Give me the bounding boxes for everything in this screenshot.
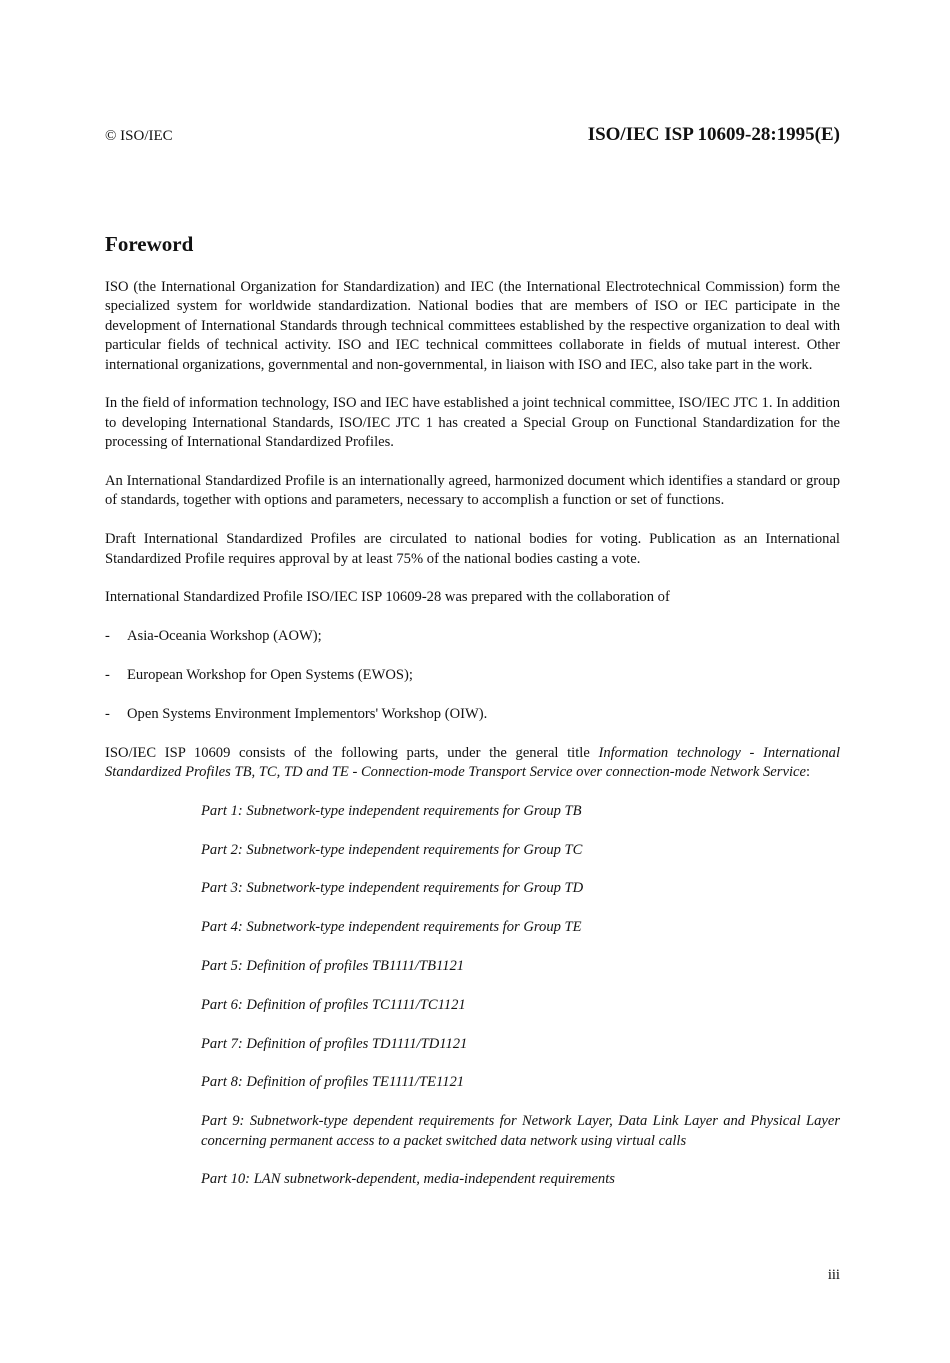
copyright-header: © ISO/IEC bbox=[105, 128, 173, 144]
parts-intro bbox=[105, 744, 840, 783]
part-item: Part 8: Definition of profiles TE1111/TE1121 bbox=[201, 1074, 465, 1091]
part-item: Part 7: Definition of profiles TD1111/TD1121 bbox=[201, 1035, 468, 1052]
list-item bbox=[105, 705, 840, 724]
part-item: Part 9: Subnetwork-type dependent requirements for Network Layer, Data Link Layer and Physical Layer concerning permanent access to a packet switched data network using virtual calls bbox=[201, 1113, 840, 1149]
part-item: Part 4: Subnetwork-type independent requirements for Group TE bbox=[201, 919, 582, 936]
part-item: Part 5: Definition of profiles TB1111/TB1121 bbox=[201, 958, 465, 975]
paragraph-voting: Draft International Standardized Profiles are circulated to national bodies for voting. Publication as an International Standardized Profile requires approval by at least 75% of the national bodies casting a vote. bbox=[105, 531, 840, 567]
part-item: Part 3: Subnetwork-type independent requirements for Group TD bbox=[201, 880, 584, 897]
section-title: Foreword bbox=[105, 232, 194, 256]
parts-intro-prefix: ISO/IEC ISP 10609 consists of the following parts, under the general title bbox=[105, 744, 599, 761]
list-item-text: Open Systems Environment Implementors' Workshop (OIW). bbox=[127, 705, 488, 722]
bullet-dash: - bbox=[105, 705, 110, 722]
paragraph-collaboration: International Standardized Profile ISO/IEC ISP 10609-28 was prepared with the collaboration of bbox=[105, 589, 670, 606]
paragraph-isp-definition: An International Standardized Profile is an internationally agreed, harmonized document which identifies a standard or group of standards, together with options and parameters, necessary to accomplish a function or set of functions. bbox=[105, 473, 840, 509]
general-title: Information technology - International Standardized Profiles TB, TC, TD and TE - Connection-mode Transport Service over connection-mode Network Service bbox=[105, 744, 840, 781]
list-item bbox=[105, 666, 840, 685]
list-item bbox=[105, 627, 840, 646]
part-item: Part 2: Subnetwork-type independent requirements for Group TC bbox=[201, 841, 583, 858]
part-item: Part 10: LAN subnetwork-dependent, media-independent requirements bbox=[201, 1171, 615, 1188]
workshop-list bbox=[105, 627, 840, 724]
list-item-text: Asia-Oceania Workshop (AOW); bbox=[127, 628, 322, 645]
document-id-header: ISO/IEC ISP 10609-28:1995(E) bbox=[587, 124, 840, 145]
bullet-dash: - bbox=[105, 667, 110, 684]
parts-intro-suffix: : bbox=[805, 764, 811, 781]
bullet-dash: - bbox=[105, 628, 110, 645]
part-item: Part 1: Subnetwork-type independent requirements for Group TB bbox=[201, 802, 582, 819]
paragraph-organizations: ISO (the International Organization for Standardization) and IEC (the International Electrotechnical Commission) form the specialized system for worldwide standardization. National bodies that are members of ISO or IEC participate in the development of International Standards through technical committees established by the respective organization to deal with particular fields of technical activity. ISO and IEC technical committees collaborate in fields of mutual interest. Other international organizations, governmental and non-governmental, in liaison with ISO and IEC, also take part in the work. bbox=[105, 279, 840, 373]
page-number: iii bbox=[827, 1267, 840, 1283]
paragraph-jtc1: In the field of information technology, ISO and IEC have established a joint technical committee, ISO/IEC JTC 1. In addition to developing International Standards, ISO/IEC JTC 1 has created a Special Group on Functional Standardization for the processing of International Standardized Profiles. bbox=[105, 395, 840, 451]
part-item: Part 6: Definition of profiles TC1111/TC1121 bbox=[201, 996, 466, 1013]
list-item-text: European Workshop for Open Systems (EWOS); bbox=[127, 667, 413, 684]
foreword-body bbox=[105, 278, 840, 1209]
parts-list bbox=[105, 802, 840, 1190]
